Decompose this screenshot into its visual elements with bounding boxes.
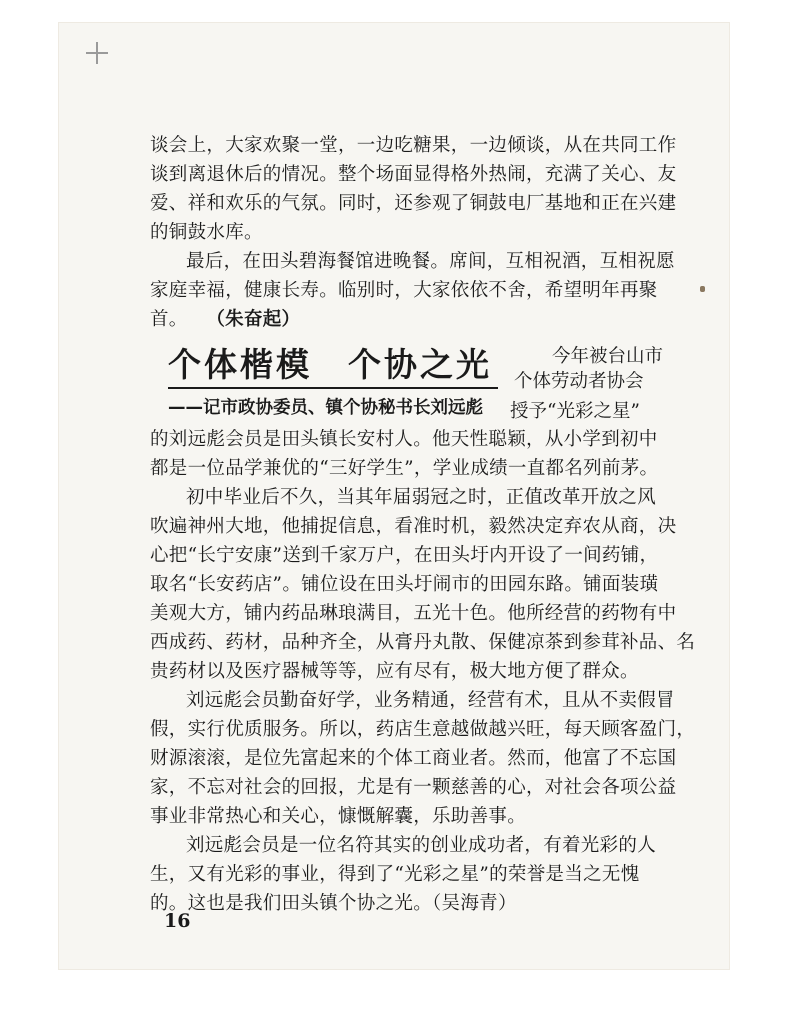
page-number: 16 xyxy=(164,910,191,932)
side-text-line: 个体劳动者协会 xyxy=(514,371,644,392)
crop-mark-icon xyxy=(86,42,108,64)
body-line: 生，又有光彩的事业，得到了“光彩之星”的荣誉是当之无愧 xyxy=(150,864,640,885)
body-line: 西成药、药材，品种齐全，从膏丹丸散、保健凉茶到参茸补品、名 xyxy=(150,632,696,653)
body-line: 谈会上，大家欢聚一堂，一边吃糖果，一边倾谈，从在共同工作 xyxy=(150,135,677,156)
body-line: 的铜鼓水库。 xyxy=(150,222,263,243)
closing-text: 首。 xyxy=(150,309,188,330)
body-line: 刘远彪会员勤奋好学，业务精通，经营有术，且从不卖假冒 xyxy=(186,690,675,711)
body-line: 都是一位品学兼优的“三好学生”，学业成绩一直都名列前茅。 xyxy=(150,458,659,479)
body-line: 家，不忘对社会的回报，尤是有一颗慈善的心，对社会各项公益 xyxy=(150,777,677,798)
body-line: 取名“长安药店”。铺位设在田头圩闹市的田园东路。铺面装璜 xyxy=(150,574,659,595)
body-line xyxy=(150,308,300,332)
body-line: 的。这也是我们田头镇个协之光。（吴海青） xyxy=(150,893,517,914)
body-line: 美观大方，铺内药品琳琅满目，五光十色。他所经营的药物有中 xyxy=(150,603,677,624)
author-credit: （朱奋起） xyxy=(215,309,301,330)
body-line: 贵药材以及医疗器械等等，应有尽有，极大地方便了群众。 xyxy=(150,661,639,682)
body-line: 的刘远彪会员是田头镇长安村人。他天性聪颖，从小学到初中 xyxy=(150,429,658,450)
body-line: 初中毕业后不久，当其年届弱冠之时，正值改革开放之风 xyxy=(186,487,657,508)
body-line: 谈到离退休后的情况。整个场面显得格外热闹，充满了关心、友 xyxy=(150,164,677,185)
body-line: 心把“长宁安康”送到千家万户，在田头圩内开设了一间药铺， xyxy=(150,545,659,566)
body-line: 家庭幸福，健康长寿。临别时，大家依依不舍，希望明年再聚 xyxy=(150,280,658,301)
paper-spot xyxy=(700,286,705,292)
body-line: 刘远彪会员是一位名符其实的创业成功者，有着光彩的人 xyxy=(186,835,657,856)
article-headline: 个体楷模 个协之光 xyxy=(168,345,492,384)
side-text-line: 今年被台山市 xyxy=(552,346,664,367)
body-line: 假，实行优质服务。所以，药店生意越做越兴旺，每天顾客盈门， xyxy=(150,719,696,740)
article-subtitle: ——记市政协委员、镇个协秘书长刘远彪 xyxy=(168,398,483,418)
body-line: 财源滚滚，是位先富起来的个体工商业者。然而，他富了不忘国 xyxy=(150,748,677,769)
side-text-line: 授予“光彩之星” xyxy=(510,401,640,422)
body-line: 最后，在田头碧海餐馆进晚餐。席间，互相祝酒，互相祝愿 xyxy=(186,251,675,272)
body-line: 爱、祥和欢乐的气氛。同时，还参观了铜鼓电厂基地和正在兴建 xyxy=(150,193,677,214)
body-line: 吹遍神州大地，他捕捉信息，看准时机，毅然决定弃农从商，决 xyxy=(150,516,677,537)
headline-underline xyxy=(168,387,498,389)
body-line: 事业非常热心和关心，慷慨解囊，乐助善事。 xyxy=(150,806,527,827)
